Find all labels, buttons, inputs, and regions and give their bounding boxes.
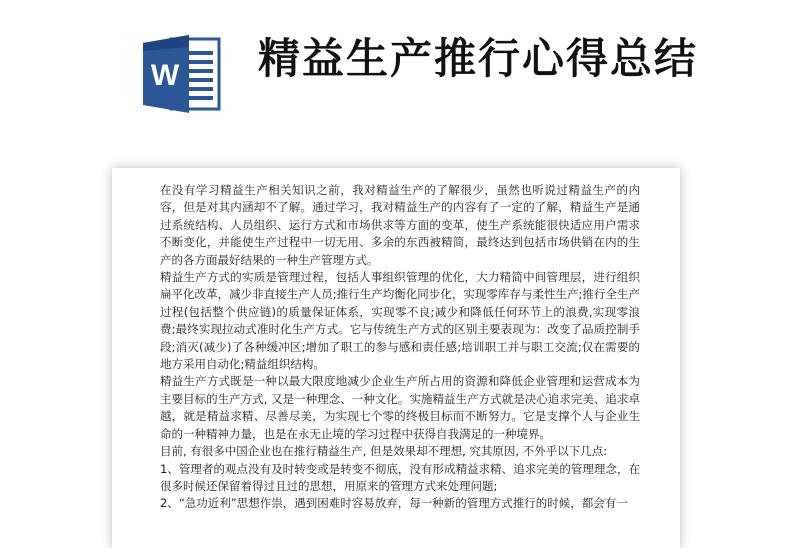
- paragraph: 2、“急功近利”思想作祟，遇到困难时容易放弃，每一种新的管理方式推行的时候，都会有一: [160, 496, 628, 511]
- paragraph: 1、管理者的观点没有及时转变或是转变不彻底，没有形成精益求精、追求完美的管理理念，在很多时候还保留着得过且过的思想，用原来的管理方式来处理问题;: [160, 461, 640, 493]
- document-page: [112, 168, 680, 548]
- document-body: [160, 182, 640, 513]
- paragraph: 在没有学习精益生产相关知识之前，我对精益生产的了解很少，虽然也听说过精益生产的内容，但是对其内涵却不了解。通过学习，我对精益生产的内容有了一定的了解，精益生产是通过系统结构、人员组织、运行方式和市场供求等方面的变革，使生产系统能很快适应用户需求不断变化，并能使生产过程中一切无用、多余的东西被精简，最终达到包括市场供销在内的生产的各方面最好结果的一种生产管理方式。: [160, 183, 640, 267]
- page-title: 精益生产推行心得总结: [258, 34, 699, 83]
- paragraph: 精益生产方式的实质是管理过程，包括人事组织管理的优化，大力精简中间管理层，进行组织扁平化改革，减少非直接生产人员;推行生产均衡化同步化，实现零库存与柔性生产;推行全生产过程(包括整个供应链)的质量保证体系，实现零不良;减少和降低任何环节上的浪费,实现零浪费;最终实现拉动式准时化生产方式。它与传统生产方式的区别主要表现为：改变了品质控制手段;消灭(减少)了各种缓冲区;增加了职工的参与感和责任感;培训职工并与职工交流;仅在需要的地方采用自动化;精益组织结构。: [160, 270, 640, 372]
- paragraph: 目前, 有很多中国企业也在推行精益生产, 但是效果却不理想, 究其原因, 不外乎以下几点:: [160, 444, 608, 459]
- word-icon-letter: W: [150, 59, 180, 92]
- header-banner: [0, 0, 800, 150]
- paragraph: 精益生产方式既是一种以最大限度地减少企业生产所占用的资源和降低企业管理和运营成本为主要目标的生产方式, 又是一种理念、一种文化。实施精益生产方式就是决心追求完美、追求卓越，就是精益求精、尽善尽美，为实现七个零的终极目标而不断努力。它是支撑个人与企业生命的一种精神力量，也是在永无止境的学习过程中获得自我满足的一种境界。: [160, 374, 640, 441]
- word-document-icon: [143, 33, 221, 115]
